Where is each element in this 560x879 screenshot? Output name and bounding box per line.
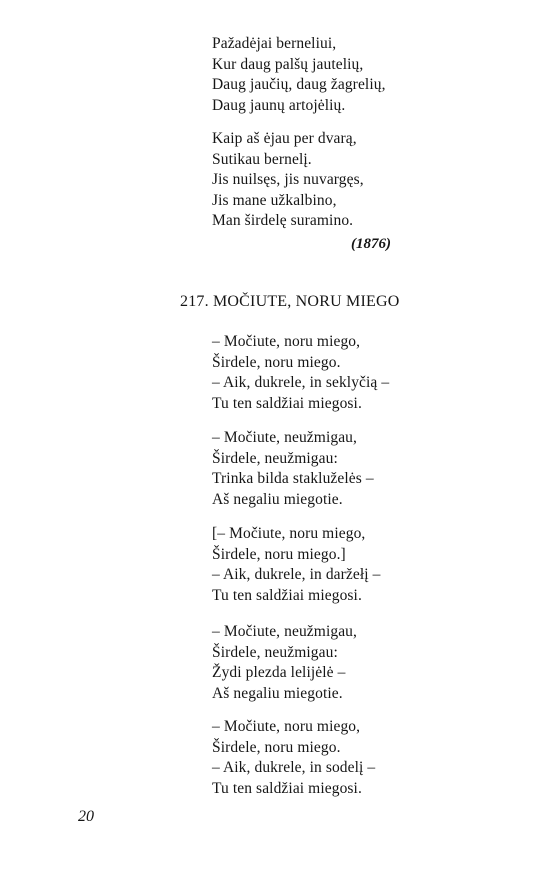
verse-line: Trinka bilda stakluželės – — [212, 470, 374, 488]
verse-line: – Močiute, neužmigau, — [212, 623, 358, 640]
verse-line: Aš negaliu miegotie. — [212, 684, 343, 702]
verse-line: Širdele, noru miego. — [212, 353, 341, 371]
verse-line: – Močiute, neužmigau, — [212, 429, 358, 446]
stanza — [212, 428, 512, 510]
verse-line: Aš negaliu miegotie. — [212, 490, 343, 508]
verse-line: Jis mane užkalbino, — [212, 191, 337, 209]
verse-line: Širdele, neužmigau: — [212, 449, 338, 467]
page-number: 20 — [78, 808, 94, 825]
verse-line: – Aik, dukrele, in seklyčią – — [212, 374, 390, 392]
verse-line: Kur daug palšų jautelių, — [212, 55, 364, 73]
verse-line: Jis nuilsęs, jis nuvargęs, — [212, 171, 364, 189]
verse-line: – Aik, dukrele, in sodelį – — [212, 759, 376, 777]
stanza — [212, 34, 512, 116]
stanza — [212, 129, 512, 232]
verse-line: Tu ten saldžiai miegosi. — [212, 394, 362, 412]
verse-line: Pažadėjai berneliui, — [212, 35, 337, 52]
stanza — [212, 717, 512, 799]
stanza — [212, 622, 512, 704]
verse-line: Širdele, noru miego.] — [212, 545, 346, 563]
verse-line: Tu ten saldžiai miegosi. — [212, 586, 362, 604]
verse-line: Daug jaučių, daug žagrelių, — [212, 76, 386, 94]
verse-line: Žydi plezda lelijėlė – — [212, 664, 346, 682]
verse-line: – Močiute, noru miego, — [212, 333, 361, 350]
verse-line: – Aik, dukrele, in daržełį – — [212, 566, 381, 584]
verse-line: Daug jaunų artojėlių. — [212, 96, 346, 114]
verse-line: Man širdelę suramino. — [212, 212, 354, 230]
stanza — [212, 332, 512, 414]
verse-line: Tu ten saldžiai miegosi. — [212, 779, 362, 797]
verse-line: – Močiute, noru miego, — [212, 718, 361, 735]
poem-date: (1876) — [351, 236, 391, 252]
stanza — [212, 524, 512, 606]
poem-title: 217. MOČIUTE, NORU MIEGO — [180, 293, 400, 310]
verse-line: Širdele, neužmigau: — [212, 643, 338, 661]
verse-line: [– Močiute, noru miego, — [212, 525, 366, 542]
verse-line: Sutikau bernelį. — [212, 150, 312, 168]
verse-line: Širdele, noru miego. — [212, 738, 341, 756]
verse-line: Kaip aš ėjau per dvarą, — [212, 130, 357, 147]
